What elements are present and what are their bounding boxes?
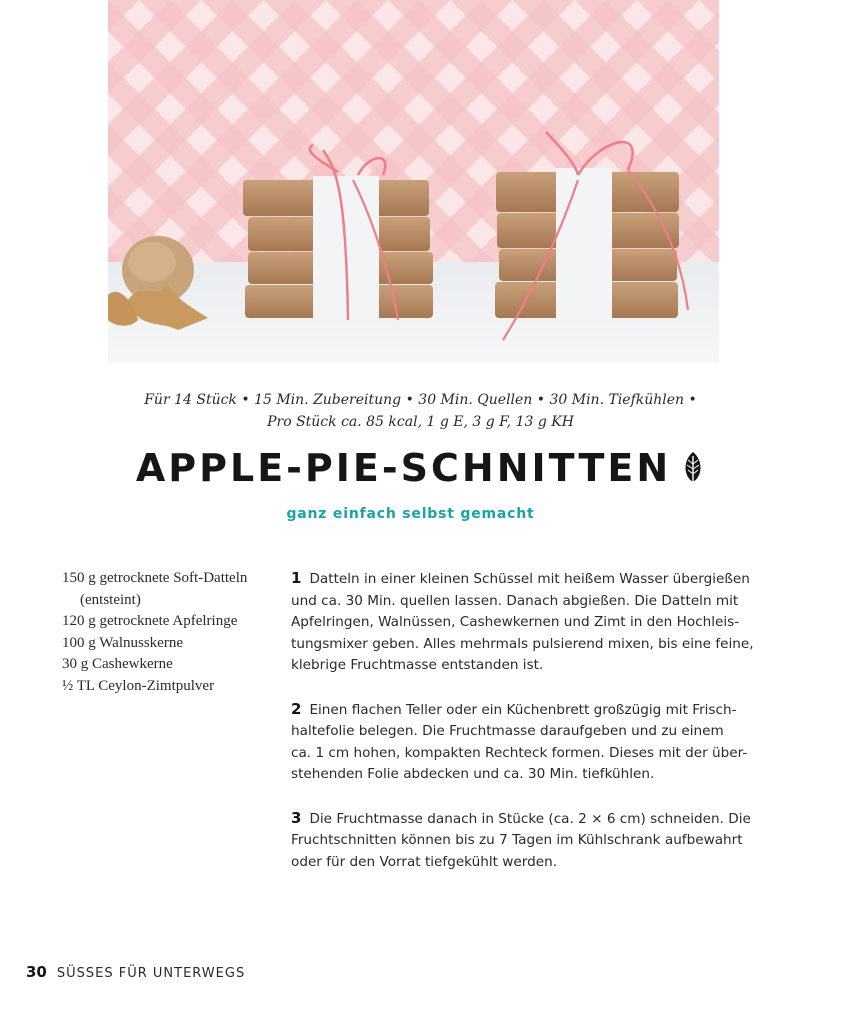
meta-line-nutrition: Pro Stück ca. 85 kcal, 1 g E, 3 g F, 13 g KH	[267, 414, 574, 430]
step-text-line: ca. 1 cm hohen, kompakten Rechteck formen. Dieses mit der über-	[291, 744, 748, 761]
step-number: 3	[291, 808, 302, 827]
instruction-step	[291, 699, 761, 786]
ingredient-item: 120 g getrocknete Apfelringe	[62, 613, 238, 630]
step-text-line: tungsmixer geben. Alles mehrmals pulsierend mixen, bis eine feine,	[291, 635, 754, 652]
recipe-subtitle: ganz einfach selbst gemacht	[286, 506, 535, 522]
recipe-photo	[108, 0, 719, 363]
step-number: 1	[291, 569, 302, 587]
ingredient-item: 150 g getrocknete Soft-Datteln	[62, 570, 248, 586]
photo-illustration	[108, 0, 719, 363]
step-text-line: Fruchtschnitten können bis zu 7 Tagen im Kühlschrank aufbewahrt	[291, 832, 743, 849]
instruction-step	[291, 568, 761, 677]
step-text-line: Apfelringen, Walnüssen, Cashewkernen und Zimt in den Hochleis-	[291, 614, 740, 631]
step-text-line: Einen flachen Teller oder ein Küchenbrett großzügig mit Frisch-	[309, 701, 737, 718]
step-text-line: stehenden Folie abdecken und ca. 30 Min. tiefkühlen.	[291, 766, 655, 783]
step-text-line: Die Fruchtmasse danach in Stücke (ca. 2 × 6 cm) schneiden. Die	[309, 810, 751, 827]
page-footer	[26, 963, 245, 981]
step-text-line: oder für den Vorrat tiefgekühlt werden.	[291, 853, 558, 870]
recipe-meta	[0, 389, 841, 433]
instruction-step	[291, 808, 761, 874]
recipe-title-text: APPLE-PIE-SCHNITTEN	[135, 446, 672, 490]
recipe-title	[0, 444, 841, 492]
leaf-icon	[681, 450, 705, 486]
ingredient-item: 30 g Cashewkerne	[62, 656, 173, 673]
section-name: SÜSSES FÜR UNTERWEGS	[56, 966, 246, 981]
ingredient-item: ½ TL Ceylon-Zimtpulver	[62, 677, 215, 694]
instruction-steps	[291, 568, 761, 895]
step-text-line: und ca. 30 Min. quellen lassen. Danach abgießen. Die Datteln mit	[291, 592, 739, 609]
ingredient-list	[62, 568, 277, 698]
page-number: 30	[26, 963, 47, 981]
ingredient-item: 100 g Walnusskerne	[62, 634, 183, 651]
step-text-line: Datteln in einer kleinen Schüssel mit heißem Wasser übergießen	[309, 571, 750, 587]
ingredient-item-note: (entsteint)	[80, 591, 141, 608]
step-number: 2	[291, 699, 302, 718]
meta-line-yield-times: Für 14 Stück • 15 Min. Zubereitung • 30 Min. Quellen • 30 Min. Tiefkühlen •	[144, 392, 697, 408]
step-text-line: haltefolie belegen. Die Fruchtmasse daraufgeben und zu einem	[291, 723, 724, 740]
step-text-line: klebrige Fruchtmasse entstanden ist.	[291, 657, 544, 674]
